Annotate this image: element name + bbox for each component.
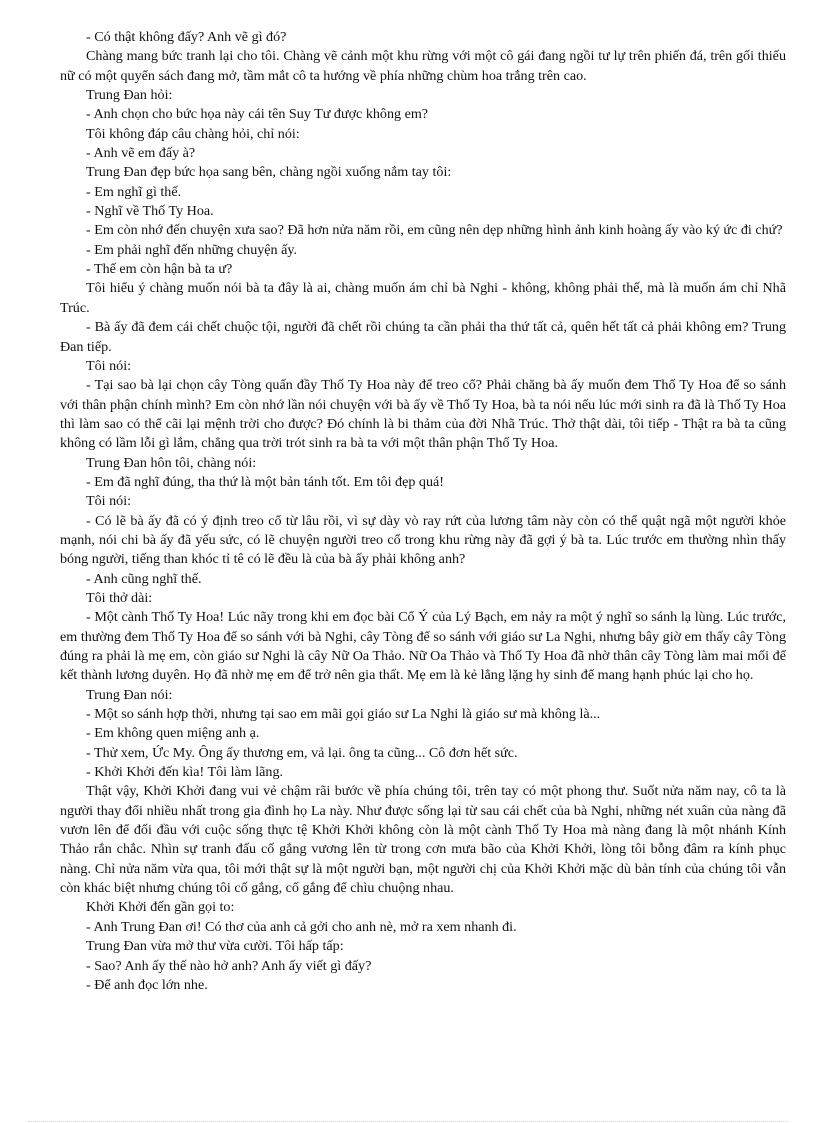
- paragraph: - Em đã nghĩ đúng, tha thứ là một bản tánh tốt. Em tôi đẹp quá!: [86, 473, 444, 490]
- paragraph: Trung Đan hôn tôi, chàng nói:: [86, 454, 257, 471]
- paragraph: - Anh vẽ em đấy à?: [86, 145, 196, 162]
- paragraph: - Một so sánh hợp thời, nhưng tại sao em mãi gọi giáo sư La Nghi là giáo sư mà không là...: [86, 706, 601, 723]
- paragraph: - Khởi Khởi đến kìa! Tôi làm lãng.: [86, 764, 284, 781]
- paragraph: Tôi nói:: [86, 357, 132, 374]
- paragraph: Trung Đan hỏi:: [86, 87, 173, 104]
- page-bottom-divider: [28, 1121, 788, 1122]
- paragraph: - Có thật không đấy? Anh vẽ gì đó?: [86, 29, 287, 45]
- paragraph: Chàng mang bức tranh lại cho tôi. Chàng vẽ cảnh một khu rừng với một cô gái đang ngồi tư lự trên phiến đá, trên gối thiếu nữ có một quyển sách đang mở, tầm mắt cô ta hướng về phía những chùm hoa trắng trên cao.: [60, 48, 786, 84]
- paragraph: Tôi không đáp câu chàng hỏi, chỉ nói:: [86, 125, 300, 142]
- paragraph: - Em còn nhớ đến chuyện xưa sao? Đã hơn nửa năm rồi, em cũng nên dẹp những hình ảnh kinh hoàng ấy vào ký ức đi chứ?: [86, 222, 783, 239]
- paragraph: - Sao? Anh ấy thế nào hở anh? Anh ấy viết gì đấy?: [86, 957, 372, 974]
- paragraph: - Anh Trung Đan ơi! Có thơ của anh cả gởi cho anh nè, mở ra xem nhanh đi.: [86, 918, 517, 935]
- paragraph: - Em không quen miệng anh ạ.: [86, 725, 260, 742]
- paragraph: - Để anh đọc lớn nhe.: [86, 976, 208, 993]
- paragraph: - Nghĩ về Thố Ty Hoa.: [86, 203, 214, 220]
- paragraph: Tôi hiểu ý chàng muốn nói bà ta đây là ai, chàng muốn ám chỉ bà Nghi - không, không phải thế, mà là muốn ám chỉ Nhã Trúc.: [60, 280, 786, 316]
- paragraph: Tôi nói:: [86, 493, 132, 510]
- paragraph: Thật vậy, Khởi Khởi đang vui vẻ chậm rãi bước về phía chúng tôi, trên tay có một phong thư. Suốt nửa năm nay, cô ta là người thay đổi nhiều nhất trong gia đình họ La này. Như được sống lại từ sau cái chết của bà Nghi, những nét xuân của nàng đã vươn lên để đối đầu với cuộc sống thực tệ Khởi Khởi không còn là một cành Thố Ty Hoa mà nàng đang là một nhánh Kính Thảo rắn chắc. Nhìn sự tranh đấu cố gắng vương lên từ trong cơn mưa bão của Khởi Khởi, lòng tôi bỗng đâm ra kính phục nàng. Chỉ nửa năm vừa qua, tôi mới thật sự là một người bạn, một người chị của Khởi Khởi mặc dù bản tính của chúng tôi vẫn còn khác biệt nhưng chúng tôi cố gắng, cố gắng để chìu chuộng nhau.: [60, 783, 786, 897]
- document-page: [60, 28, 786, 995]
- paragraph: - Tại sao bà lại chọn cây Tòng quấn đầy Thố Ty Hoa này để treo cổ? Phải chăng bà ấy muốn đem Thố Ty Hoa để so sánh với thân phận chính mình? Em còn nhớ lần nói chuyện với bà ấy về Thố Ty Hoa, bà ta nói nếu lúc mới sinh ra đã là Thố Ty Hoa thì làm sao có thể cãi lại mệnh trời cho được? Đó chính là bi thảm của đời Nhã Trúc. Thở thật dài, tôi tiếp - Thật ra bà ta cũng không có lầm lỗi gì lắm, chẳng qua trời trót sinh ra bà ta với một thân phận Thố Ty Hoa.: [60, 377, 786, 452]
- paragraph: Trung Đan đẹp bức họa sang bên, chàng ngồi xuống nắm tay tôi:: [86, 164, 452, 181]
- paragraph: - Anh cũng nghĩ thế.: [86, 570, 202, 587]
- paragraph: - Em phải nghĩ đến những chuyện ấy.: [86, 241, 298, 258]
- paragraph: - Em nghĩ gì thế.: [86, 183, 182, 200]
- paragraph: Tôi thở dài:: [86, 589, 153, 606]
- paragraph: - Bà ấy đã đem cái chết chuộc tội, người đã chết rồi chúng ta cần phải tha thứ tất cả, quên hết tất cả phải không em? Trung Đan tiếp.: [60, 319, 786, 355]
- paragraph: - Anh chọn cho bức họa này cái tên Suy Tư được không em?: [86, 106, 429, 123]
- paragraph: - Có lẽ bà ấy đã có ý định treo cổ từ lâu rồi, vì sự dày vò ray rứt của lương tâm này còn có thể quật ngã một người khỏe mạnh, nói chi bà ấy đã yếu sức, có lẽ chuyện người treo cổ trong khu rừng này đã gợi ý bà ta. Lúc trước em thường nhìn thấy bóng người, tiếng than khóc tỉ tê có lẽ đều là của bà ấy phải không anh?: [60, 512, 786, 568]
- paragraph: - Thử xem, Ức My. Ông ấy thương em, vả lại. ông ta cũng... Cô đơn hết sức.: [86, 744, 518, 761]
- paragraph: Trung Đan nói:: [86, 686, 173, 703]
- paragraph: Khởi Khởi đến gần gọi to:: [86, 899, 235, 916]
- paragraph: Trung Đan vừa mở thư vừa cười. Tôi hấp tấp:: [86, 938, 344, 955]
- paragraph: - Thế em còn hận bà ta ư?: [86, 261, 233, 278]
- paragraph: - Một cành Thố Ty Hoa! Lúc nãy trong khi em đọc bài Cổ Ý của Lý Bạch, em nảy ra một ý nghĩ so sánh lạ lùng. Lúc trước, em thường đem Thố Ty Hoa để so sánh với bà Nghi, cây Tòng để so sánh với giáo sư La Nghi, nhưng bây giờ em thấy cây Tòng đúng ra phải là mẹ em, còn giáo sư Nghi là cây Nữ Oa Thảo. Nữ Oa Thảo và Thố Ty Hoa đã nhờ thân cây Tòng làm mai mối để kết thành lương duyên. Họ đã nhờ mẹ em để trở nên gia thất. Mẹ em là kẻ lẳng lặng hy sinh để mang hạnh phúc lại cho họ.: [60, 609, 786, 684]
